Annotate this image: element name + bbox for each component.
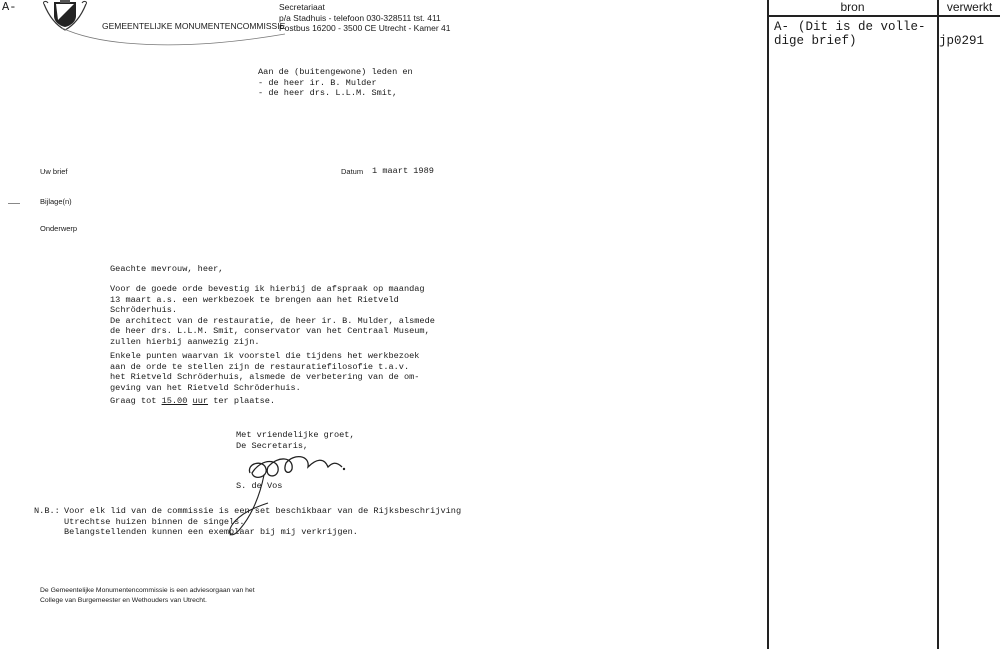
paragraph-2 [110, 351, 419, 393]
text-line: aan de orde te stellen zijn de restauratiefilosofie t.a.v. [110, 361, 410, 372]
text-line: zullen hierbij aanwezig zijn. [110, 336, 260, 347]
signer-name: S. de Vos [236, 481, 283, 491]
verwerkt-header: verwerkt [946, 0, 993, 14]
nb-line: Utrechtse huizen binnen de singels. [64, 516, 245, 527]
time-line-after: ter plaatse. [208, 396, 276, 406]
nb-line: Belangstellenden kunnen een exemplaar bij mij verkrijgen. [64, 527, 358, 538]
bron-header: bron [840, 0, 865, 14]
text-line: de heer drs. L.L.M. Smit, conservator van het Centraal Museum, [110, 326, 430, 337]
footer-line: College van Burgemeester en Wethouders van Utrecht. [40, 597, 207, 604]
uw-brief-label: Uw brief [40, 167, 68, 176]
text-line: Voor de goede orde bevestig ik hierbij de afspraak op maandag [110, 284, 425, 294]
footer-note [40, 586, 255, 606]
text-line: Enkele punten waarvan ik voorstel die tijdens het werkbezoek [110, 351, 420, 361]
bron-line: dige brief) [774, 34, 857, 48]
time-unit: uur [192, 396, 209, 406]
address-line: p/a Stadhuis - telefoon 030-328511 tst. 411 [279, 12, 441, 23]
letterhead-address [279, 2, 451, 34]
bron-mark: A- [774, 20, 790, 34]
corner-mark: A- [2, 0, 17, 14]
bron-line: (Dit is de volle- [798, 20, 926, 34]
onderwerp-label: Onderwerp [40, 224, 78, 233]
recipient-line: - de heer ir. B. Mulder [258, 77, 377, 88]
address-line: Secretariaat [279, 2, 325, 12]
recipient-line: Aan de (buitengewone) leden en [258, 67, 413, 77]
time-value: 15.00 [161, 396, 188, 406]
margin-tick [8, 203, 20, 204]
recipients-block [258, 67, 413, 99]
text-line: geving van het Rietveld Schröderhuis. [110, 382, 301, 393]
margin-table-left-border [767, 0, 769, 649]
closing-line: Met vriendelijke groet, [236, 430, 355, 440]
footer-line: De Gemeentelijke Monumentencommissie is een adviesorgaan van het [40, 587, 255, 594]
recipient-line: - de heer drs. L.L.M. Smit, [258, 88, 398, 99]
text-line: het Rietveld Schröderhuis, alsmede de verbetering van de om- [110, 372, 420, 383]
margin-table-divider [937, 0, 939, 649]
address-line: Postbus 16200 - 3500 CE Utrecht - Kamer 41 [279, 23, 451, 33]
text-line: 13 maart a.s. een werkbezoek te brengen aan het Rietveld [110, 294, 399, 305]
nb-label: N.B.: [34, 506, 60, 516]
time-line [110, 396, 275, 407]
text-line: De architect van de restauratie, de heer ir. B. Mulder, alsmede [110, 315, 435, 326]
datum-label: Datum [341, 167, 364, 176]
text-line: Schröderhuis. [110, 305, 178, 316]
closing-line: De Secretaris, [236, 440, 309, 451]
margin-table-header-rule [767, 15, 1000, 17]
time-line-before: Graag tot [110, 396, 162, 406]
letterhead-name: GEMEENTELIJKE MONUMENTENCOMMISSIE [102, 21, 286, 31]
nb-line: Voor elk lid van de commissie is een set beschikbaar van de Rijksbeschrijving [64, 506, 462, 516]
salutation: Geachte mevrouw, heer, [110, 264, 224, 274]
nb-block [64, 506, 461, 538]
verwerkt-value: jp0291 [939, 34, 985, 48]
datum-value: 1 maart 1989 [372, 166, 434, 176]
paragraph-1 [110, 284, 435, 348]
bijlagen-label: Bijlage(n) [40, 197, 72, 206]
